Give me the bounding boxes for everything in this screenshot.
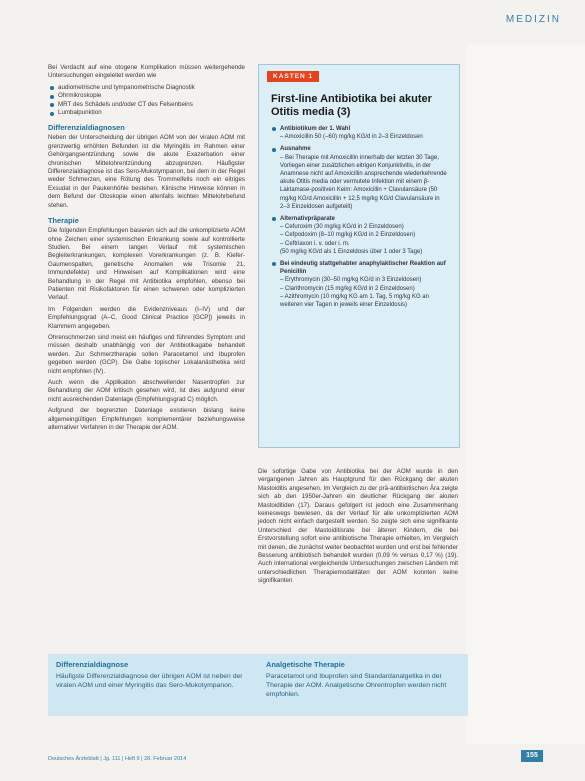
paragraph: Neben der Unterscheidung der übrigen AOM von der viralen AOM mit grenzwertig erhöhten Befunden ist die Myringitis im Rahmen einer Gehörgangsentzündung sowie die akute Exazerbation einer chronischen Mittelohrentzündung abzugrenzen. Häufigster Differenzialdiagnose ist das Sero-Mukotympanon, bei dem in der Regel weder Schmerzen, eine Rötung des Trommelfells noch ein eitriges Exsudat in der Paukenhöhle bestehen. Klinische Hinweise können in dem Befund der Otoskopie einen allenfalls leichten Mittelohrbefund stehen.: [48, 134, 245, 209]
section-header: MEDIZIN: [505, 14, 561, 25]
left-column: [48, 64, 245, 435]
heading-differenzialdiagnosen: Differenzialdiagnosen: [48, 123, 125, 133]
summary-band: [48, 654, 468, 716]
list-item: audiometrische und tympanometrische Diagnostik: [48, 84, 245, 92]
box-list: [271, 125, 447, 309]
box-item-detail: – Bei Therapie mit Amoxicillin innerhalb der letzten 30 Tage, Vorliegen einer zusätzlichen eitrigen Konjunktivitis, in der Anamnese nicht auf Amoxicillin ansprechende wiederkehrende akute Otitis media oder vermutete Infektion mit einem β-Laktamase-positiven Keim: Amoxicillin + Clavulansäure (50 mg/kg KG/d Amoxicillin + 12,5 mg/kg KG/d Clavulansäure in 2–3 Einzeldosen aufgeteilt): [280, 154, 447, 210]
summary-heading: Analgetische Therapie: [266, 660, 345, 669]
paragraph: Die folgenden Empfehlungen basieren sich auf die unkomplizierte AOM ohne Zeichen einer systemischen Erkrankung sowie auf kontrollierte Studien. Bei einem langen Verlauf mit systemischen Begleiterkrankungen, komplexen Vorerkrankungen (z. B. Kiefer-Gaumenspalten, genetische Anomalien wie Trisomie 21, Immundefekte) und Hinweisen auf Komplikationen wird eine Behandlung in der Regel mit Antibiotika empfohlen, ebenso bei Patienten mit Risikofaktoren für einen schweren oder komplizierten Verlauf.: [48, 227, 245, 302]
box-item-detail: – Cefuroxim (30 mg/kg KG/d in 2 Einzeldosen): [280, 224, 404, 231]
paragraph: Auch wenn die Applikation abschwellender Nasentropfen zur Behandlung der AOM kritisch gesehen wird, ist dies aufgrund einer nicht ausreichenden Datenlage (Empfehlungsgrad C) möglich.: [48, 379, 245, 403]
page-margin: [466, 44, 585, 744]
intro-list: [48, 84, 245, 118]
box-item-heading: Alternativpräparate: [271, 215, 447, 223]
summary-left: [56, 660, 251, 690]
right-column: [258, 468, 458, 589]
page-number: 155: [521, 750, 543, 762]
box-item-detail: – Erythromycin (30–50 mg/kg KG/d in 3 Einzeldosen): [280, 277, 422, 284]
box-item-detail: – Amoxicillin 50 (–60) mg/kg KG/d in 2–3 Einzeldosen: [280, 134, 423, 141]
summary-text: Häufigste Differenzialdiagnose der übrigen AOM ist neben der viralen AOM und einer Myringitis das Sero-Mukotympanon.: [56, 673, 243, 689]
box-item-heading: Bei eindeutig stattgehabter anaphylaktischer Reaktion auf Penicillin: [271, 260, 447, 276]
paragraph: Aufgrund der begrenzten Datenlage existieren bislang keine allgemeingültigen Empfehlungen komplementärer beziehungsweise alternativer Verfahren in der Therapie der AOM.: [48, 407, 245, 432]
paragraph: Ohrenschmerzen sind meist ein häufiges und führendes Symptom und müssen deshalb unabhängig von der Antibiotikagabe behandelt werden. Zur Schmerztherapie sollen Paracetamol und Ibuprofen gegeben werden (GCP). Die Gabe topischer Lokalanästhetika wird nicht empfohlen (IV).: [48, 333, 245, 375]
list-item: Ohrmikroskopie: [48, 92, 245, 100]
heading-therapie: Therapie: [48, 216, 79, 226]
box-item-detail: – Ceftriaxon i. v. oder i. m.: [280, 240, 350, 247]
paragraph: Die sofortige Gabe von Antibiotika bei der AOM wurde in den vergangenen Jahren als Hauptgrund für den Rückgang der akuten Mastoiditis angesehen. Im Vergleich zu der prä-antibiotischen Ära zeigte sich ab den 1950er-Jahren ein deutlicher Rückgang der akuten Mastoiditiden (17). Daraus gefolgert ist jedoch eine Zusammenhang keineswegs bewiesen, da der Verlauf für alle unkomplizierten AOM jedoch nicht einfach dargestellt werden. So zeigte sich eine signifikante Unterschied der Mastoiditisrate bei älteren Kindern, die bei Erstvorstellung sofort eine antibiotische Therapie erhielten, im Vergleich mit denen, die zunächst weiter beobachtet wurden und erst bei fehlender Besserung antibiotisch behandelt wurden (0,09 % versus 0,17 %) (19). Auch international vergleichende Untersuchungen zwischen Ländern mit unterschiedlichen Therapiemodalitäten der AOM konnten keine signifikanten: [258, 468, 458, 585]
box-item-detail: – Azithromycin (10 mg/kg KG am 1. Tag, 5 mg/kg KG an weiteren vier Tagen in jeweils einer Einzeldosis): [280, 293, 429, 309]
list-item: Lumbalpunktion: [48, 109, 245, 117]
list-item: MRT des Schädels und/oder CT des Felsenbeins: [48, 101, 245, 109]
intro-paragraph: Bei Verdacht auf eine otogene Komplikation müssen weitergehende Untersuchungen eingeleitet werden wie: [48, 64, 245, 80]
box-item-detail: – Cefpodoxim (8–10 mg/kg KG/d in 2 Einzeldosen): [280, 232, 416, 239]
summary-right: [266, 660, 461, 699]
box-title: First-line Antibiotika bei akuter Otitis media (3): [271, 93, 432, 118]
summary-text: Paracetamol und Ibuprofen sind Standardanalgetika in der Therapie der AOM. Analgetische Ohrentropfen werden nicht empfohlen.: [266, 673, 447, 698]
box-item-detail: – Clarithromycin (15 mg/kg KG/d in 2 Einzeldosen): [280, 285, 415, 292]
box-tag: KASTEN 1: [267, 71, 319, 82]
info-box: [258, 64, 460, 448]
footer-citation: Deutsches Ärzteblatt | Jg. 111 | Heft 9 | 28. Februar 2014: [48, 756, 187, 762]
paragraph: Im Folgenden werden die Evidenzniveaus (I–IV) und der Empfehlungsgrad (A–C, Good Clinical Practice [GCP]) jeweils in Klammern angegeben.: [48, 305, 245, 330]
box-item-heading: Ausnahme: [271, 145, 447, 153]
summary-heading: Differenzialdiagnose: [56, 660, 129, 669]
box-item-heading: Antibiotikum der 1. Wahl: [271, 125, 447, 133]
box-item-detail: (50 mg/kg KG/d als 1 Einzeldosis über 1 oder 3 Tage): [280, 248, 423, 255]
